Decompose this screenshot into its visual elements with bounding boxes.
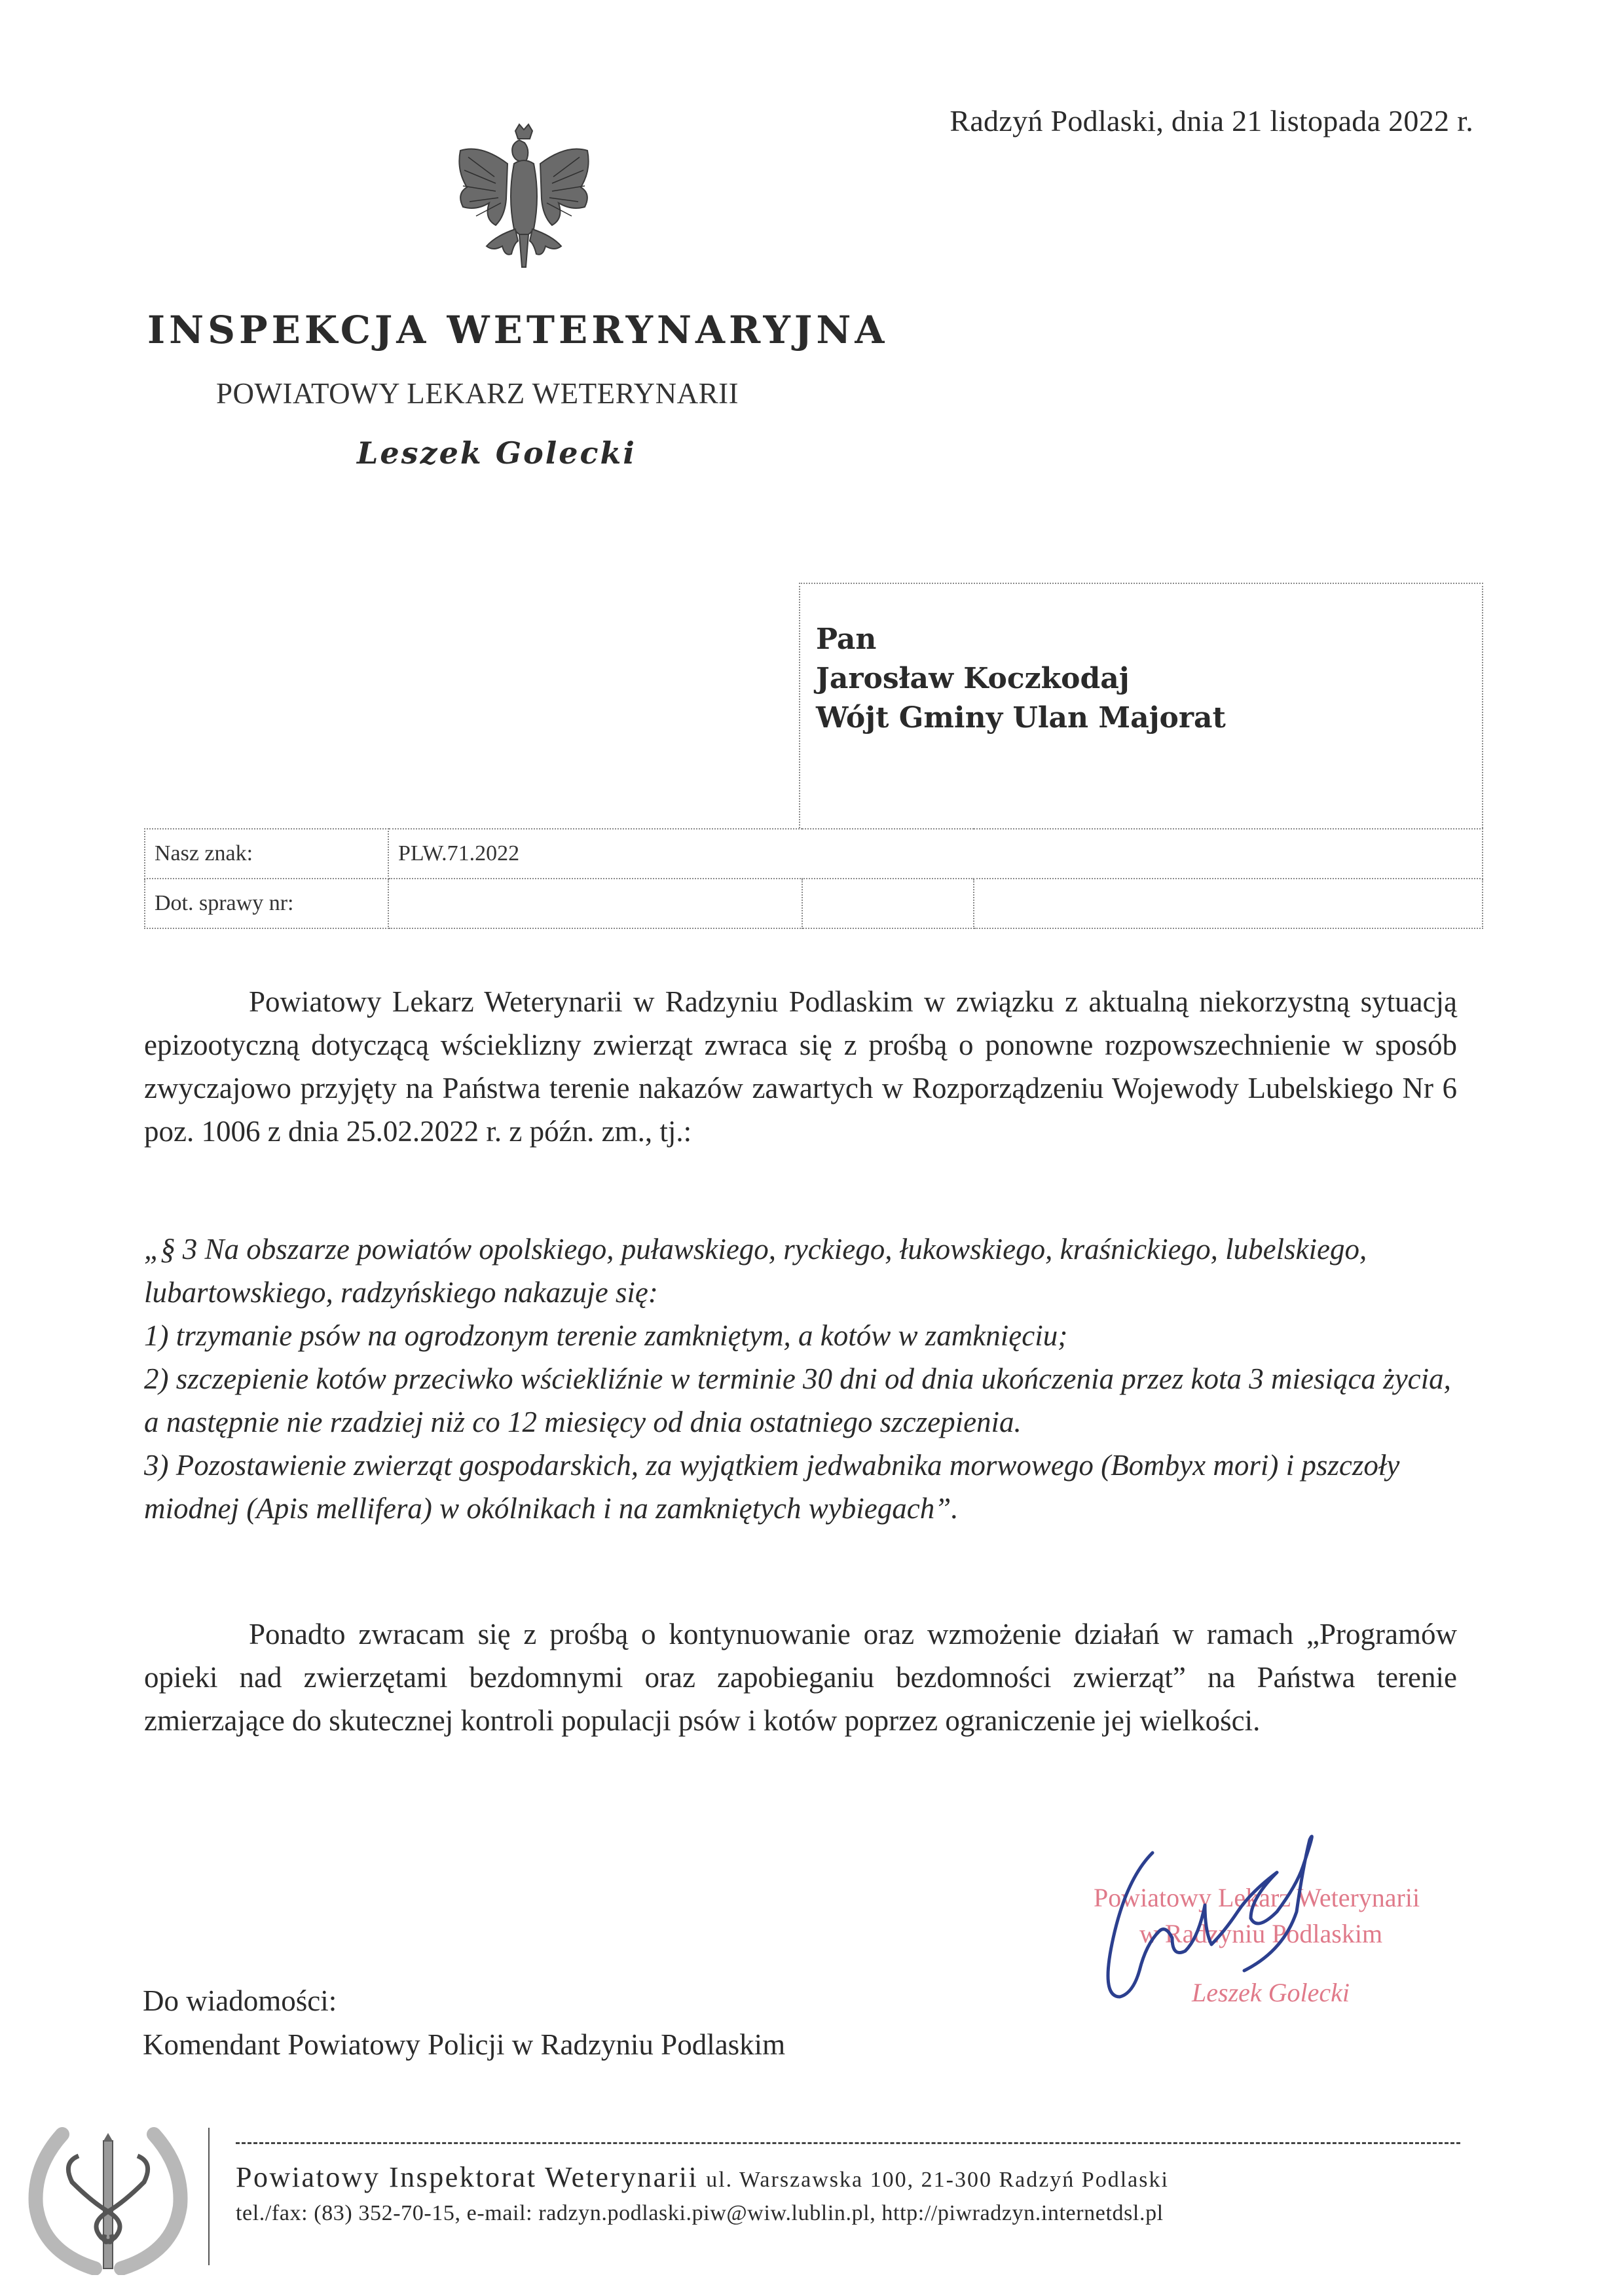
place-date: Radzyń Podlaski, dnia 21 listopada 2022 r. [950, 104, 1473, 137]
case-no-value [388, 879, 802, 928]
letter-paragraph-1 [144, 980, 1457, 1153]
institution-title: INSPEKCJA WETERYNARYJNA [147, 308, 889, 352]
case-no-label: Dot. sprawy nr: [145, 879, 388, 928]
case-no-cell-3 [974, 879, 1483, 928]
paragraph-text: Powiatowy Lekarz Weterynarii w Radzyniu Podlaskim w związku z aktualną niekorzystną sytuacją epizootyczną dotyczącą wścieklizny zwierząt zwraca się z prośbą o ponowne rozpowszechnienie w sposób zwyczajowo przyjęty na Państwa terenie nakazów zawartych w Rozporządzeniu Wojewody Lubelskiego Nr 6 poz. 1006 z dnia 25.02.2022 r. z późn. zm., tj.: [144, 985, 1457, 1148]
footer-org-name: Powiatowy Inspektorat Weterynarii [236, 2161, 699, 2193]
quote-item-3: 3) Pozostawienie zwierząt gospodarskich, za wyjątkiem jedwabnika morwowego (Bombyx mori) i pszczoły miodnej (Apis mellifera) w okólnikach i na zamkniętych wybiegach”. [144, 1449, 1400, 1525]
recipient-address-box [799, 583, 1483, 828]
recipient-salutation: Pan [816, 623, 877, 656]
reference-row-our-ref [145, 829, 1483, 879]
quote-item-1: 1) trzymanie psów na ogrodzonym terenie zamkniętym, a kotów w zamknięciu; [144, 1319, 1068, 1352]
quote-item-2: 2) szczepienie kotów przeciwko wściekliźnie w terminie 30 dni od dnia ukończenia przez kota 3 miesiąca życia, a następnie nie rzadziej niż co 12 miesięcy od dnia ostatniego szczepienia. [144, 1362, 1451, 1438]
footer-dashed-divider [236, 2142, 1460, 2144]
recipient-name: Jarosław Koczkodaj [816, 662, 1130, 695]
stamp-name: Leszek Golecki [1192, 1978, 1350, 2007]
case-no-cell-2 [802, 879, 974, 928]
stamp-title: Powiatowy Lekarz Weterynarii [1094, 1883, 1420, 1912]
polish-eagle-emblem-icon [442, 118, 606, 282]
officer-name: Leszek Golecki [357, 435, 637, 471]
our-ref-value: PLW.71.2022 [388, 829, 1483, 879]
our-ref-label: Nasz znak: [145, 829, 388, 879]
caduceus-wreath-logo-icon [26, 2124, 190, 2275]
quote-intro: „§ 3 Na obszarze powiatów opolskiego, puławskiego, ryckiego, łukowskiego, kraśnickiego, lubelskiego, lubartowskiego, radzyńskiego nakazuje się: [144, 1233, 1367, 1309]
reference-table [144, 828, 1483, 929]
reference-row-case-no [145, 879, 1483, 928]
paragraph-text: Ponadto zwracam się z prośbą o kontynuowanie oraz wzmożenie działań w ramach „Programów opieki nad zwierzętami bezdomnymi oraz zapobieganiu bezdomności zwierząt” na Państwa terenie zmierzające do skutecznej kontroli populacji psów i kotów poprzez ograniczenie jej wielkości. [144, 1618, 1457, 1737]
footer-vertical-divider [208, 2128, 210, 2265]
cc-item: Komendant Powiatowy Policji w Radzyniu Podlaskim [143, 2028, 786, 2061]
cc-label: Do wiadomości: [143, 1984, 337, 2017]
stamp-location: w Radzyniu Podlaskim [1139, 1919, 1383, 1948]
signature-stamp [1080, 1820, 1493, 2030]
recipient-address [816, 620, 1226, 738]
footer-address: ul. Warszawska 100, 21-300 Radzyń Podlaski [706, 2168, 1169, 2192]
regulation-quote [144, 1228, 1457, 1530]
footer-org-line [236, 2160, 1169, 2194]
footer-contact: tel./fax: (83) 352-70-15, e-mail: radzyn.podlaski.piw@wiw.lublin.pl, http://piwradzyn.internetdsl.pl [236, 2201, 1164, 2225]
office-title: POWIATOWY LEKARZ WETERYNARII [216, 377, 739, 410]
recipient-position: Wójt Gminy Ulan Majorat [816, 701, 1226, 735]
letter-paragraph-2 [144, 1613, 1457, 1742]
handwritten-signature-icon [1080, 1820, 1493, 2030]
